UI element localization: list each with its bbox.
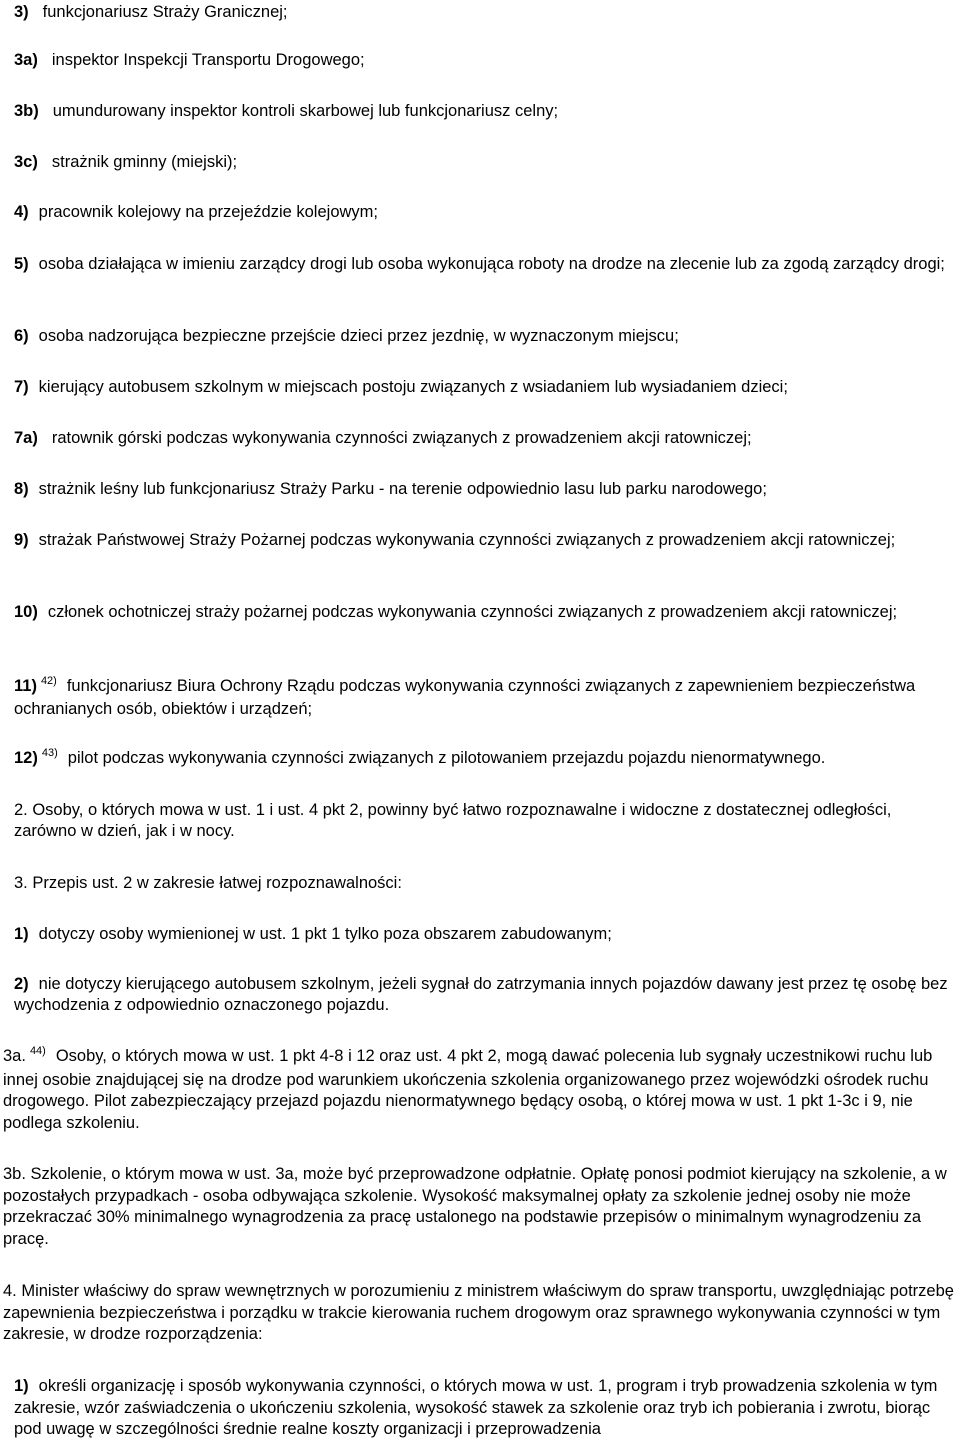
item-text: nie dotyczy kierującego autobusem szkolnym, jeżeli sygnał do zatrzymania innych pojazdów dawany jest przez tę osobę bez wychodzenia z odpowiednio oznaczonego pojazdu. (14, 975, 948, 1014)
item-text: kierujący autobusem szkolnym w miejscach postoju związanych z wsiadaniem lub wysiadaniem dzieci; (38, 378, 788, 396)
paragraph-4: 4. Minister właściwy do spraw wewnętrznych w porozumieniu z ministrem właściwym do spraw transportu, uwzględniając potrzebę zapewnienia bezpieczeństwa i porządku w trakcie kierowania ruchem drogowym oraz sprawnego wykonywania czynności w tym zakresie, w drodze rozporządzenia: (3, 1282, 954, 1343)
footnote-ref: 43) (41, 747, 58, 759)
item-number: 6) (14, 327, 29, 345)
list-item-10 (14, 602, 956, 623)
list-item-8 (14, 479, 956, 500)
paragraph-3-item-1 (14, 924, 956, 945)
item-number: 4) (14, 203, 29, 221)
item-text: funkcjonariusz Straży Granicznej; (42, 3, 288, 21)
list-item-6 (14, 326, 956, 347)
item-number: 10) (14, 603, 38, 621)
item-text: określi organizację i sposób wykonywania czynności, o których mowa w ust. 1, program i tryb prowadzenia szkolenia w tym zakresie, wzór zaświadczenia o ukończeniu szkolenia, wysokość stawek za szkolenie oraz tryb ich pobierania i zwrotu, biorąc pod uwagę w szczególności średnie realne koszty organizacji i przeprowadzenia (14, 1377, 938, 1438)
list-item-12 (14, 748, 956, 771)
item-number: 3b) (14, 102, 39, 120)
item-text: funkcjonariusz Biura Ochrony Rządu podczas wykonywania czynności związanych z zapewnieniem bezpieczeństwa ochranianych osób, obiektów i urządzeń; (14, 677, 916, 718)
item-text: umundurowany inspektor kontroli skarbowej lub funkcjonariusz celny; (52, 102, 559, 120)
item-number: 3a) (14, 51, 38, 69)
item-text: osoba działająca w imieniu zarządcy drogi lub osoba wykonująca roboty na drodze na zlecenie lub za zgodą zarządcy drogi; (38, 255, 945, 273)
item-number: 11) (14, 677, 37, 695)
item-number: 3c) (14, 153, 38, 171)
item-number: 12) (14, 749, 38, 767)
item-text: strażnik leśny lub funkcjonariusz Straży Parku - na terenie odpowiednio lasu lub parku narodowego; (38, 480, 767, 498)
item-number: 2) (14, 975, 29, 993)
item-text: ratownik górski podczas wykonywania czynności związanych z prowadzeniem akcji ratowniczej; (51, 429, 752, 447)
paragraph-3a (3, 1046, 956, 1134)
list-item-3b (14, 101, 956, 122)
item-number: 9) (14, 531, 29, 549)
item-text: dotyczy osoby wymienionej w ust. 1 pkt 1 tylko poza obszarem zabudowanym; (38, 925, 612, 943)
list-item-4 (14, 202, 956, 223)
list-item-7a (14, 428, 956, 449)
footnote-ref: 44) (29, 1045, 46, 1057)
paragraph-3b: 3b. Szkolenie, o którym mowa w ust. 3a, może być przeprowadzone odpłatnie. Opłatę ponosi podmiot kierujący na szkolenie, a w pozostałych przypadkach - osoba odbywająca szkolenie. Wysokość maksymalnej opłaty za szkolenie jednej osoby nie może przekraczać 30% minimalnego wynagrodzenia za pracę ustalonego na podstawie przepisów o minimalnym wynagrodzeniu za pracę. (3, 1165, 947, 1248)
item-number: 8) (14, 480, 29, 498)
item-number: 3) (14, 3, 29, 21)
item-text: osoba nadzorująca bezpieczne przejście dzieci przez jezdnię, w wyznaczonym miejscu; (38, 327, 679, 345)
item-number: 7a) (14, 429, 38, 447)
paragraph-text: Osoby, o których mowa w ust. 1 pkt 4-8 i 12 oraz ust. 4 pkt 2, mogą dawać polecenia lub sygnały uczestnikowi ruchu lub innej osobie znajdującej się na drodze pod warunkiem ukończenia szkolenia organizowanego przez wojewódzki ośrodek ruchu drogowego. Pilot zabezpieczający przejazd pojazdu nienormatywnego będący osobą, o której mowa w ust. 1 pkt 1-3c i 9, nie podlega szkoleniu. (3, 1047, 933, 1132)
item-text: strażak Państwowej Straży Pożarnej podczas wykonywania czynności związanych z prowadzeniem akcji ratowniczej; (38, 531, 896, 549)
item-number: 7) (14, 378, 29, 396)
item-text: pilot podczas wykonywania czynności związanych z pilotowaniem przejazdu pojazdu nienormatywnego. (67, 749, 826, 767)
list-item-3a (14, 50, 956, 71)
paragraph-3-item-2 (14, 974, 956, 1016)
paragraph-4-item-1 (14, 1376, 956, 1441)
list-item-3c (14, 152, 956, 173)
list-item-3 (14, 2, 956, 23)
list-item-5 (14, 254, 956, 275)
item-text: inspektor Inspekcji Transportu Drogowego; (51, 51, 365, 69)
item-number: 1) (14, 925, 29, 943)
paragraph-3: 3. Przepis ust. 2 w zakresie łatwej rozpoznawalności: (14, 874, 402, 892)
item-text: strażnik gminny (miejski); (51, 153, 238, 171)
item-text: pracownik kolejowy na przejeździe kolejowym; (38, 203, 378, 221)
paragraph-2: 2. Osoby, o których mowa w ust. 1 i ust. 4 pkt 2, powinny być łatwo rozpoznawalne i widoczne z dostatecznej odległości, zarówno w dzień, jak i w nocy. (14, 801, 892, 840)
footnote-ref: 42) (40, 675, 57, 687)
paragraph-number: 3a. (3, 1047, 26, 1065)
item-number: 5) (14, 255, 29, 273)
list-item-11 (14, 676, 956, 720)
list-item-9 (14, 530, 956, 551)
item-text: członek ochotniczej straży pożarnej podczas wykonywania czynności związanych z prowadzeniem akcji ratowniczej; (47, 603, 898, 621)
list-item-7 (14, 377, 956, 398)
item-number: 1) (14, 1377, 29, 1395)
